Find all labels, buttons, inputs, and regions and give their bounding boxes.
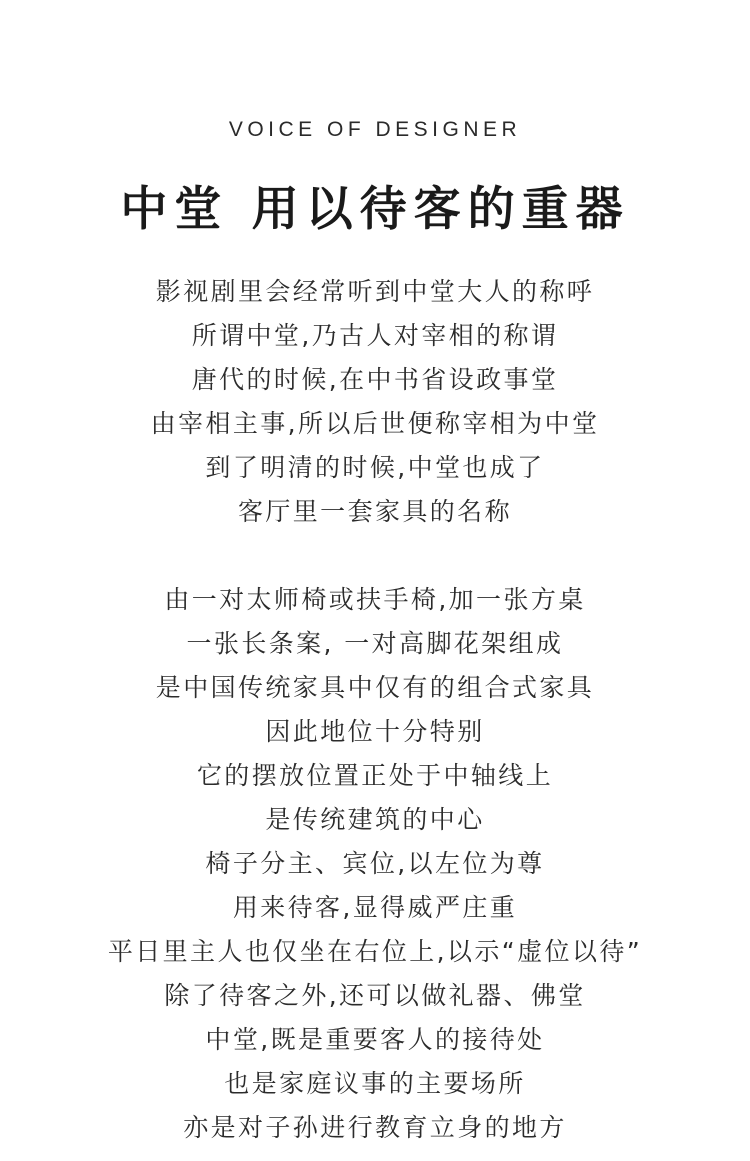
page-title: 中堂 用以待客的重器 xyxy=(120,182,630,237)
text-line: 唐代的时候,在中书省设政事堂 xyxy=(191,365,559,394)
text-line: 中堂,既是重要客人的接待处 xyxy=(205,1025,545,1054)
text-line: 影视剧里会经常听到中堂大人的称呼 xyxy=(155,277,595,306)
text-line: 亦是对子孙进行教育立身的地方 xyxy=(183,1113,567,1142)
text-line: 一张长条案, 一对高脚花架组成 xyxy=(186,629,564,658)
text-line: 平日里主人也仅坐在右位上,以示“虚位以待” xyxy=(107,937,643,966)
text-line: 它的摆放位置正处于中轴线上 xyxy=(196,761,554,790)
text-line: 除了待客之外,还可以做礼器、佛堂 xyxy=(164,981,586,1010)
section-kicker: VOICE OF DESIGNER xyxy=(228,118,522,141)
text-line: 客厅里一套家具的名称 xyxy=(237,497,512,526)
text-line: 由宰相主事,所以后世便称宰相为中堂 xyxy=(150,409,600,438)
text-line: 椅子分主、宾位,以左位为尊 xyxy=(205,849,545,878)
text-line: 到了明清的时候,中堂也成了 xyxy=(205,453,545,482)
paragraph-description xyxy=(0,578,750,1150)
text-line: 由一对太师椅或扶手椅,加一张方桌 xyxy=(164,585,586,614)
paragraph-intro xyxy=(0,270,750,534)
text-line: 是传统建筑的中心 xyxy=(265,805,485,834)
text-line: 是中国传统家具中仅有的组合式家具 xyxy=(155,673,595,702)
text-line: 也是家庭议事的主要场所 xyxy=(224,1069,526,1098)
text-line: 用来待客,显得威严庄重 xyxy=(232,893,518,922)
text-line: 因此地位十分特别 xyxy=(265,717,485,746)
text-line: 所谓中堂,乃古人对宰相的称谓 xyxy=(191,321,559,350)
